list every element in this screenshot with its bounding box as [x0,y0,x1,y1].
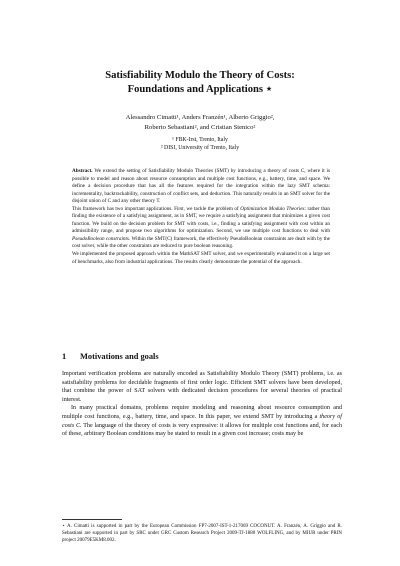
body-paragraph-2 [62,404,342,438]
section-number: 1 [62,352,67,361]
body-emphasis: theory of costs C [62,413,342,429]
footnote-text: ⋆ A. Cimatti is supported in part by the European Commission FP7-2007-IST-1-217069 COCONUT. A. Franzén, A. Griggio and R. Sebastiani are supported in part by SRC under GRC Custom Research Project 2009-TJ-1880 WOLFLING, and by MIUR under PRIN project 20079E5KM8.002. [62,524,342,544]
title-line-2: Foundations and Applications ⋆ [127,84,273,95]
abstract-text-2c: . Within the SMT(C) framework, the effectively PseudoBoolean constraints are dealt with by the cost solver, while the other constraints are reduced to pure boolean reasoning. [72,235,330,250]
abstract-label: Abstract. [72,168,93,174]
abstract-text-1: We extend the setting of Satisfiability Modulo Theories (SMT) by introducing a theory of costs C, where it is possible to model and reason about resource consumption and multiple cost functions, e.g., battery, time, and space. We define a decision procedure that has all the features required for the integration within the lazy SMT schema: incrementality, backtrackability, construction of conflict sets, and deduction. This naturally results in an SMT solver for the disjoint union of C and any other theory T. [72,168,330,205]
abstract-emphasis-1: Optimization Modulo Theories [240,205,305,212]
abstract-text-2b: : rather than finding the existence of a satisfying assignment, as in SMT, we require a satisfying assignment that minimizes a given cost function. We build on the decision problem for SMT with costs, i.e., finding a satisfying assignment with cost within an admissibility range, and propose two algorithms for optimization. Second, we use multiple cost functions to deal with [72,205,330,235]
authors-line-2: Roberto Sebastiani², and Cristian Stenico² [144,123,256,131]
abstract-paragraph-1 [72,168,330,206]
abstract-emphasis-2: PseudoBoolean constraints [72,235,129,242]
affiliation-1: ¹ FBK-Irst, Trento, Italy [172,137,228,143]
body-text-2b: . The language of the theory of costs is very expressive: it allows for multiple cost functions and, for each of these, arbitrary Boolean conditions may be stated to result in a given cost increase; costs may be [62,422,343,438]
title-line-1: Satisfiability Modulo the Theory of Costs: [105,70,295,81]
abstract [72,168,330,266]
affiliations [0,136,400,152]
body-text [62,370,342,439]
author-list [0,113,400,132]
affiliation-2: ² DISI, University of Trento, Italy [160,145,240,152]
abstract-text-2a: This framework has two important applications. First, we tackle the problem of [72,205,241,212]
section-title: Motivations and goals [80,352,159,361]
abstract-paragraph-2 [72,206,330,251]
footnote-rule [62,519,122,520]
abstract-paragraph-3: We implemented the proposed approach within the MathSAT SMT solver, and we experimentally evaluated it on a large set of benchmarks, also from industrial applications. The results clearly demonstrate the potential of the approach. [72,251,330,265]
paper-title [0,69,400,97]
section-heading [62,352,342,361]
body-text-2a: In many practical domains, problems require modeling and reasoning about resource consumption and multiple cost functions, e.g., battery, time, and space. In this paper, we extend SMT by introducing a [62,405,342,420]
authors-line-1: Alessandro Cimatti¹, Anders Franzén¹, Alberto Griggio², [125,114,275,121]
footnote [62,523,342,545]
body-paragraph-1: Important verification problems are naturally encoded as Satisfiability Modulo Theory (SMT) problems, i.e. as satisfiability problems for decidable fragments of first order logic. Efficient SMT solvers have been developed, that combine the power of SAT solvers with dedicated decision procedures for several theories of practical interest. [62,371,342,403]
